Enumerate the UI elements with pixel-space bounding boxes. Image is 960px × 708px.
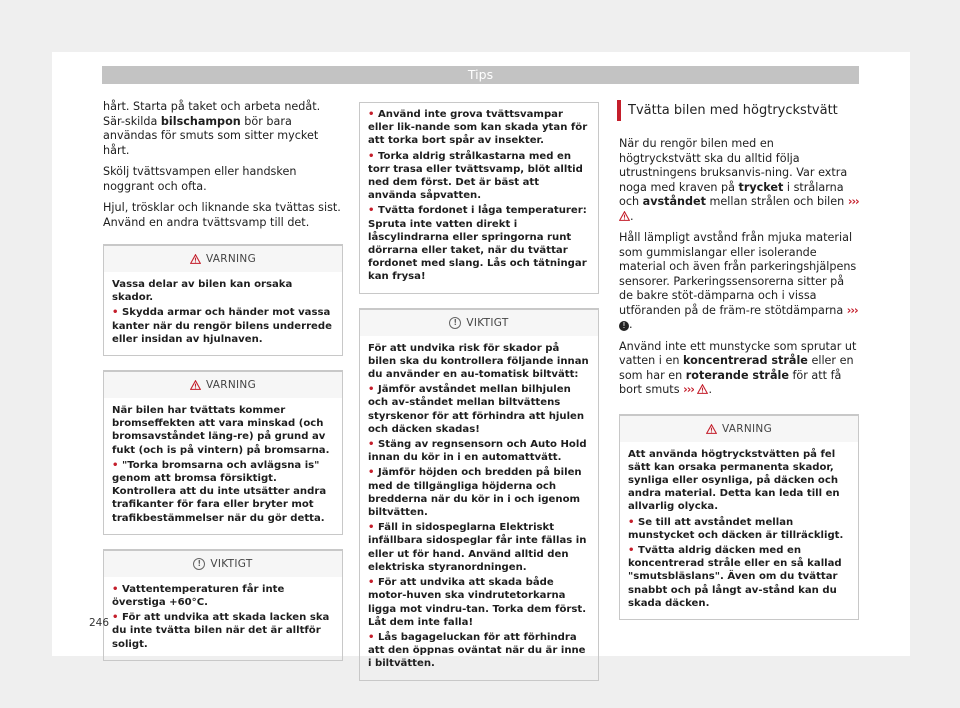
bullet-icon: • (368, 150, 375, 162)
bullet-text: Jämför avståndet mellan bilhjulen och av-ståndet mellan biltvättens styrskenor för att förhindra att hjulen och däcken skadas! (368, 384, 585, 435)
reference-arrows[interactable]: ››› (846, 303, 858, 317)
warning-box (619, 414, 859, 620)
column-middle (359, 102, 599, 695)
bullet-icon: • (112, 612, 119, 624)
warning-body (104, 272, 342, 355)
info-icon: ! (449, 317, 461, 329)
note-lead: För att undvika risk för skador på bilen ska du kontrollera följande innan du använder en au-tomatisk biltvätt: (368, 342, 589, 381)
warning-icon (190, 254, 201, 264)
section-heading: Tvätta bilen med högtryckstvätt (617, 100, 863, 121)
warning-body (104, 398, 342, 534)
text: bör bara användas för smuts som sitter mycket hårt. (103, 114, 319, 157)
note-title (360, 310, 598, 336)
bullet-text: Tvätta aldrig däcken med en koncentrerad stråle eller en så kallad "smutsbläslans". Även om du tvättar snabbt och på långt av-stånd kan du skada däcken. (628, 544, 842, 609)
paragraph (103, 100, 343, 158)
column-left (103, 100, 343, 675)
note-body (104, 577, 342, 660)
warning-title (104, 372, 342, 398)
column-right (619, 100, 859, 634)
bullet-icon: • (368, 109, 375, 120)
reference-arrows[interactable]: ››› (683, 383, 694, 396)
bullet-icon: • (368, 522, 375, 534)
bold-text: trycket (738, 180, 784, 194)
bullet (368, 576, 590, 629)
bullet (112, 459, 334, 525)
bold-text: koncentrerad stråle (682, 354, 808, 367)
warning-lead: När bilen har tvättats kommer bromseffekten att vara minskad (och bromsavståndet läng-re) på grund av fukt (och is på vintern) på bromsarna. (112, 405, 330, 456)
paragraph: Använd inte ett munstycke som sprutar ut vatten i en koncentrerad stråle eller en som har en roterande stråle för att få bort smuts ››› . (619, 339, 857, 396)
bullet (368, 438, 590, 464)
bullet (368, 204, 590, 283)
bullet-icon: • (368, 467, 375, 479)
reference-arrows[interactable]: ››› (847, 195, 859, 208)
bullet-text: Lås bagageluckan för att förhindra att den öppnas oväntat när du är inne i biltvätten. (368, 631, 586, 670)
bullet (368, 631, 590, 671)
warning-icon (619, 211, 630, 221)
bullet-text: Stäng av regnsensorn och Auto Hold innan du kör in i en automattvätt. (368, 439, 587, 464)
paragraph: Hjul, trösklar och liknande ska tvättas sist. Använd en andra tvättsvamp till det. (103, 201, 341, 229)
note-box (103, 549, 343, 661)
warning-icon (697, 384, 708, 394)
page-number: 246 (89, 617, 110, 629)
bullet-text: Vattentemperaturen får inte överstiga +60°C. (112, 583, 285, 609)
bullet (368, 108, 590, 148)
text: Använd inte ett munstycke som sprutar ut vatten i en (619, 339, 857, 367)
warning-box (103, 244, 343, 356)
bullet-text: "Torka bromsarna och avlägsna is" genom att bromsa försiktigt. Kontrollera att du inte utsätter andra trafikanter för fara eller bryter mot trafikbestämmelser när du gör detta. (112, 459, 327, 524)
bullet-icon: • (628, 516, 635, 528)
continued-body (360, 103, 598, 293)
paragraph: När du rengör bilen med en högtryckstvätt ska du alltid följa utrustningens bruksanvis-ning. Var extra noga med kraven på trycket i strålarna och avståndet mellan strålen och bilen ››› . (619, 137, 859, 223)
text: Håll lämpligt avstånd från mjuka material som gummislangar eller isolerande material och även från parkeringshjälpens sensorer. Parkeringssensorerna sitter på de bakre stöt-dämparna och i vissa utföranden på de främ-re stötdämparna (619, 231, 857, 317)
info-icon: ! (193, 558, 205, 570)
bullet (368, 521, 590, 574)
text: hårt. Starta på taket och arbeta nedåt. Sär-skilda (103, 100, 321, 128)
warning-lead: Vassa delar av bilen kan orsaka skador. (112, 279, 293, 304)
text: mellan strålen och bilen (705, 195, 848, 208)
warning-lead: Att använda högtryckstvätten på fel sätt kan orsaka permanenta skador, synliga eller osynliga, på däcken och andra material. Detta kan leda till en allvarlig olycka. (628, 448, 840, 513)
bullet-icon: • (368, 384, 375, 396)
box-title-label: VIKTIGT (466, 316, 509, 329)
bullet-icon: • (112, 583, 119, 595)
warning-body (620, 442, 858, 619)
bullet (628, 544, 850, 610)
bullet-icon: • (628, 544, 635, 556)
bullet-text: För att undvika att skada lacken ska du inte tvätta bilen när det är alltför soligt. (112, 612, 330, 650)
bullet-text: Se till att avståndet mellan munstycket och däcken är tillräckligt. (628, 516, 844, 541)
warning-icon (190, 380, 201, 390)
bullet-icon: • (368, 577, 375, 589)
box-title-label: VARNING (205, 379, 257, 392)
bullet-text: Använd inte grova tvättsvampar eller lik-nande som kan skada ytan för att torka bort spår av insekter. (368, 109, 588, 147)
bold-text: avståndet (642, 195, 706, 208)
bullet-text: Tvätta fordonet i låga temperaturer: Spruta inte vatten direkt i låscylindrarna eller springorna runt dörrarna eller taket, när du tvättar fordonet med slang. Lås och tätningar kan frysa! (368, 205, 587, 283)
bullet-icon: • (112, 307, 119, 319)
text: eller en som har en (619, 354, 854, 382)
bullet-icon: • (368, 439, 375, 451)
text: i strålarna och (619, 180, 844, 208)
warning-icon (706, 424, 717, 434)
bullet (112, 611, 334, 651)
warning-title (104, 246, 342, 272)
continued-box (359, 102, 599, 294)
text: När du rengör bilen med en högtryckstvätt ska du alltid följa utrustningens bruksanvis-ning. Var extra noga med kraven på (619, 137, 848, 194)
bullet-text: Fäll in sidospeglarna Elektriskt infällbara sidospeglar får inte fällas in eller ut för hand. Använd alltid den elektriska styranordningen. (368, 522, 587, 573)
bullet (368, 383, 590, 436)
paragraph: Håll lämpligt avstånd från mjuka material som gummislangar eller isolerande material och även från parkeringshjälpens sensorer. Parkeringssensorerna sitter på de bakre stöt-dämparna och i vissa utföranden på de främ-re stötdämparna ››› ! . (619, 231, 858, 331)
bullet-text: Torka aldrig strålkastarna med en torr trasa eller tvättsvamp, blöt alltid ned dem först. Det är bäst att använda såpvatten. (368, 150, 583, 202)
note-title (104, 551, 342, 577)
text: för att få bort smuts (619, 368, 842, 396)
note-body (360, 336, 598, 680)
box-title-label: VIKTIGT (210, 557, 253, 570)
bullet-icon: • (368, 205, 375, 217)
caution-icon: ! (619, 321, 629, 331)
warning-title (620, 416, 858, 442)
section-header: Tips (102, 66, 859, 84)
bullet-icon: • (112, 459, 119, 471)
box-title-label: VARNING (721, 422, 773, 435)
bullet-icon: • (368, 631, 375, 643)
bold-text: roterande stråle (685, 368, 789, 382)
bullet (112, 306, 334, 346)
bullet (628, 516, 850, 542)
box-title-label: VARNING (205, 253, 257, 265)
bullet-text: Jämför höjden och bredden på bilen med de tillgängliga höjderna och bredderna när du kör in i och igenom biltvätten. (368, 467, 582, 519)
bold-text: bilschampon (160, 114, 241, 128)
bullet-text: För att undvika att skada både motor-huven ska vindrutetorkarna ligga mot vindru-tan. Torka dem först. Låt dem inte falla! (368, 577, 587, 628)
note-box (359, 308, 599, 681)
warning-box (103, 370, 343, 535)
bullet (368, 150, 590, 203)
bullet (368, 466, 590, 519)
paragraph: Skölj tvättsvampen eller handsken noggrant och ofta. (103, 165, 297, 193)
bullet-text: Skydda armar och händer mot vassa kanter när du rengör bilens underrede eller insidan av hjulnaven. (112, 307, 332, 345)
bullet (112, 583, 334, 609)
